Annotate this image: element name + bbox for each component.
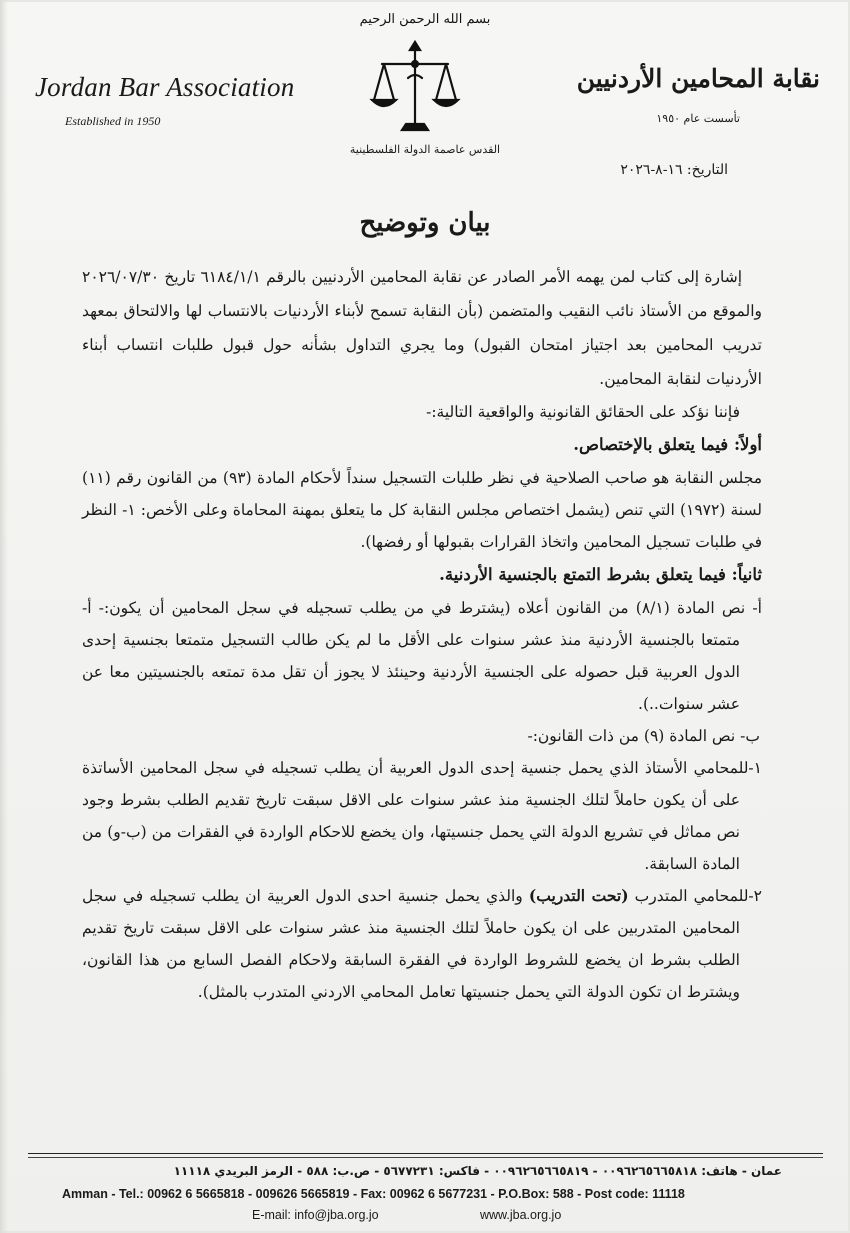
org-name-ar: نقابة المحامين الأردنيين	[576, 64, 820, 93]
footer-contact-en: Amman - Tel.: 00962 6 5665818 - 009626 5665819 - Fax: 00962 6 5677231 - P.O.Box: 588 - Post code: 11118	[62, 1187, 685, 1201]
list-item: ١-للمحامي الأستاذ الذي يحمل جنسية إحدى الدول العربية أن يطلب تسجيله في سجل المحامين الأساتذة على أن يكون حاملاً لتلك الجنسية منذ عشر سنوات على الاقل سبقت تاريخ تقديم الطلب بشرط وجود نص مماثل في تشريع الدولة التي يحمل جنسيتها، وان يخضع للاحكام الواردة في الفقرات من (ب-و) من المادة السابقة.	[82, 759, 762, 873]
competence-paragraph: مجلس النقابة هو صاحب الصلاحية في نظر طلبات التسجيل سنداً لأحكام المادة (٩٣) من القانون رقم (١١) لسنة (١٩٧٢) التي تنص (يشمل اختصاص مجلس النقابة كل ما يتعلق بمهنة المحاماة وعلى الأخص: ١- النظر في طلبات تسجيل المحامين واتخاذ القرارات بقبولها أو رفضها).	[82, 469, 763, 551]
page-edge-shadow	[0, 0, 8, 1233]
document-body	[82, 260, 762, 1008]
item-2-bold-text: (تحت التدريب)	[528, 886, 629, 905]
scales-of-justice-icon	[360, 38, 470, 148]
item-2-text-end: والذي يحمل جنسية احدى الدول العربية ان يطلب تسجيله في سجل المحامين المتدربين على ان يكون حاملاً لتلك الجنسية منذ عشر سنوات على الاقل سبقت تاريخ تقديم الطلب بشرط ان يخضع للشروط الواردة في الفقرة السابقة ولاحكام الفصل السابع من هذا القانون، ويشترط ان تكون الدولة التي يحمل جنسيتها تعامل المحامي الاردني المتدرب بالمثل).	[82, 887, 740, 1001]
intro-paragraph: إشارة إلى كتاب لمن يهمه الأمر الصادر عن نقابة المحامين الأردنيين بالرقم ٦١٨٤/١/١ تاريخ ٢٠٢٦/٠٧/٣٠ والموقع من الأستاذ نائب النقيب والمتضمن (بأن النقابة تسمح لأبناء الأردنيات بالانتساب لها والالتحاق بمعهد تدريب المحامين بعد اجتياز امتحان القبول) وما يجري التداول بشأنه حول قبول طلبات انتساب أبناء الأردنيات لنقابة المحامين.	[82, 268, 762, 388]
footer-contact-ar: عمان - هاتف: ٠٠٩٦٢٦٥٦٦٥٨١٨ - ٠٠٩٦٢٦٥٦٦٥٨١٩ - فاكس: ٥٦٧٧٢٣١ - ص.ب: ٥٨٨ - الرمز البريدي ١١١١٨	[173, 1164, 782, 1178]
item-2-text-start: ٢-للمحامي المتدرب	[628, 887, 762, 905]
footer-website-link[interactable]: www.jba.org.jo	[480, 1208, 562, 1222]
section-heading-competence: أولاً: فيما يتعلق بالإختصاص.	[573, 435, 762, 454]
document-date: التاريخ: ١٦-٨-٢٠٢٦	[620, 162, 728, 178]
affirm-paragraph: فإننا نؤكد على الحقائق القانونية والواقعية التالية:-	[426, 403, 740, 421]
footer-divider	[28, 1153, 823, 1154]
basmala: بسم الله الرحمن الرحيم	[359, 12, 491, 27]
emblem-caption: القدس عاصمة الدولة الفلسطينية	[349, 143, 501, 156]
org-name-en: Jordan Bar Association	[35, 72, 295, 102]
list-item: أ- نص المادة (٨/١) من القانون أعلاه (يشترط في من يطلب تسجيله في سجل المحامين أن يكون:- أ- متمتعا بالجنسية الأردنية منذ عشر سنوات على الأقل ما لم يكن طالب التسجيل متمتعا بجنسية إحدى الدول العربية قبل حصوله على الجنسية الأردنية وحينئذ لا يجوز أن تقل مدة تمتعه بالجنسيتين معا عن عشر سنوات..).	[82, 599, 762, 713]
section-heading-nationality: ثانياً: فيما يتعلق بشرط التمتع بالجنسية الأردنية.	[439, 565, 762, 584]
document-title: بيان وتوضيح	[359, 208, 491, 238]
footer-email-link[interactable]: E-mail: info@jba.org.jo	[252, 1208, 379, 1222]
list-item: ب- نص المادة (٩) من ذات القانون:-	[527, 727, 760, 745]
established-en: Established in 1950	[65, 114, 161, 128]
footer-divider	[28, 1157, 823, 1158]
established-ar: تأسست عام ١٩٥٠	[656, 112, 740, 125]
list-item	[82, 880, 762, 1008]
